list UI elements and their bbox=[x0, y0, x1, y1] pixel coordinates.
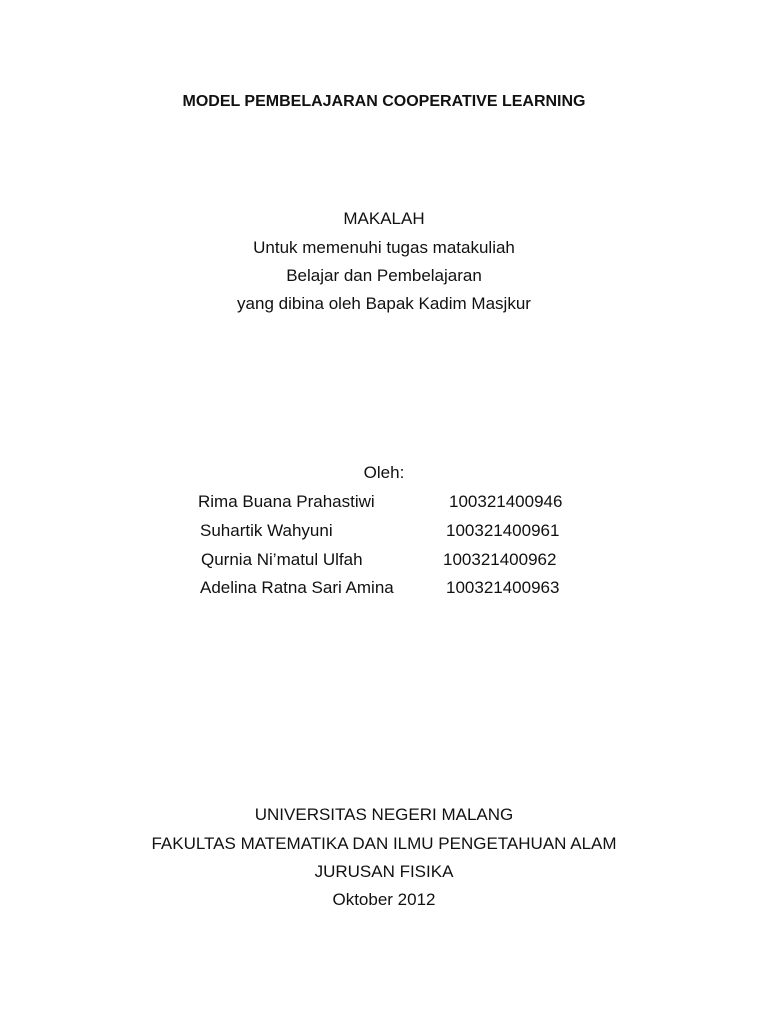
course-name: Belajar dan Pembelajaran bbox=[286, 266, 482, 285]
author-name: Qurnia Ni’matul Ulfah bbox=[201, 550, 363, 569]
document-type: MAKALAH bbox=[343, 209, 425, 228]
document-purpose: Untuk memenuhi tugas matakuliah bbox=[253, 238, 515, 257]
authors-heading: Oleh: bbox=[363, 463, 405, 482]
author-nim: 100321400963 bbox=[446, 578, 560, 597]
university-name: UNIVERSITAS NEGERI MALANG bbox=[254, 805, 514, 824]
author-nim: 100321400962 bbox=[443, 550, 557, 569]
author-nim: 100321400961 bbox=[446, 521, 560, 540]
author-nim: 100321400946 bbox=[449, 492, 563, 511]
department-name: JURUSAN FISIKA bbox=[314, 862, 454, 881]
author-name: Rima Buana Prahastiwi bbox=[198, 492, 375, 511]
document-date: Oktober 2012 bbox=[332, 890, 436, 909]
lecturer-line: yang dibina oleh Bapak Kadim Masjkur bbox=[237, 294, 531, 313]
author-name: Suhartik Wahyuni bbox=[200, 521, 333, 540]
faculty-name: FAKULTAS MATEMATIKA DAN ILMU PENGETAHUAN ALAM bbox=[151, 834, 617, 853]
author-name: Adelina Ratna Sari Amina bbox=[200, 578, 394, 597]
document-title: MODEL PEMBELAJARAN COOPERATIVE LEARNING bbox=[182, 93, 586, 110]
